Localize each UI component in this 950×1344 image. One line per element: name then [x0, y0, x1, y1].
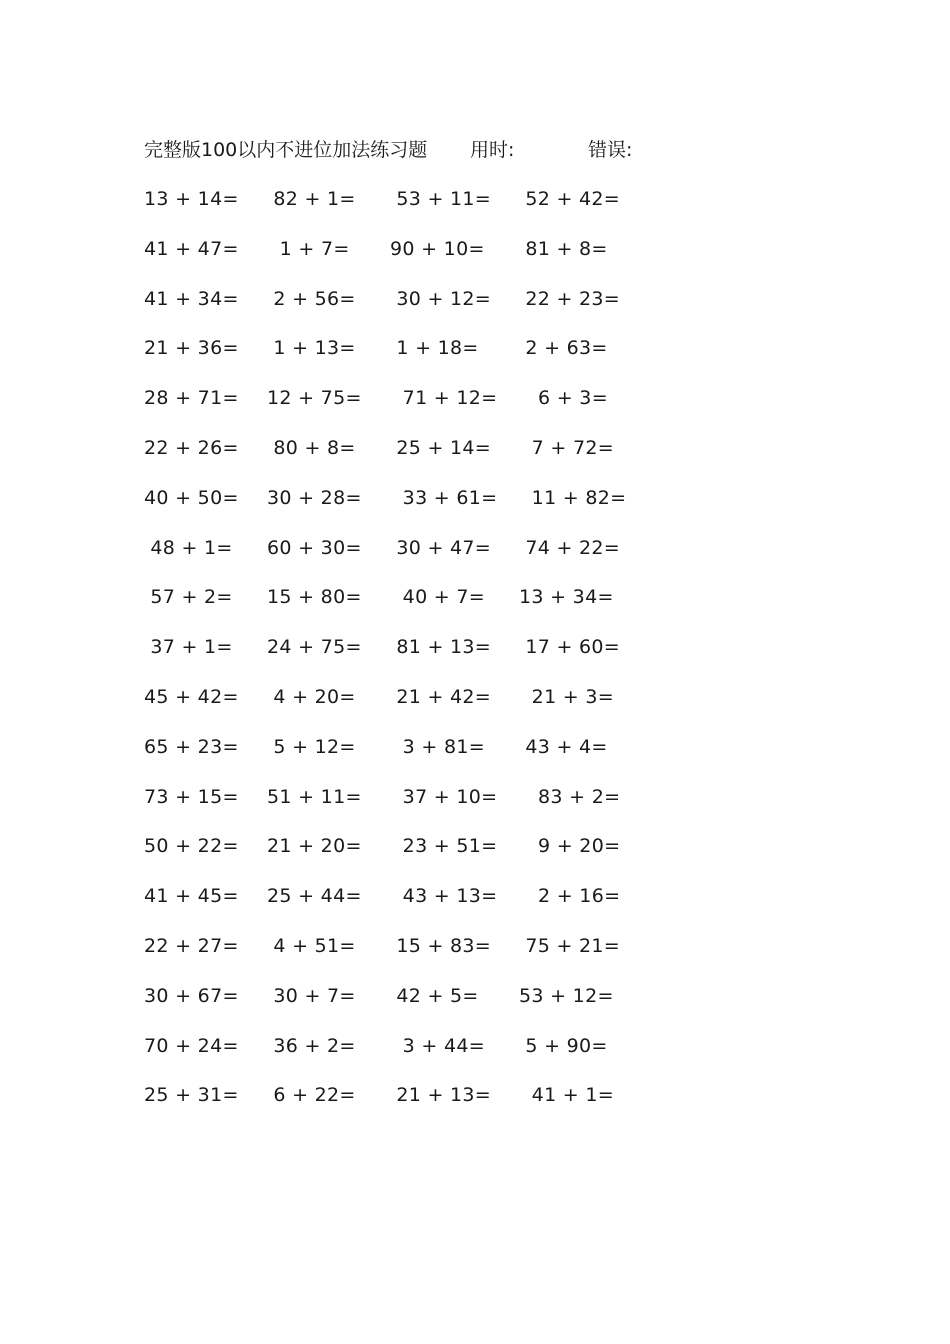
- addition-problem: 28 + 71=: [144, 387, 239, 410]
- addition-problem: 11 + 82=: [519, 486, 627, 509]
- addition-problem: 33 + 61=: [390, 486, 498, 509]
- addition-problem: 22 + 26=: [144, 436, 239, 459]
- addition-problem: 7 + 72=: [519, 436, 614, 459]
- addition-problem: 30 + 47=: [390, 536, 492, 559]
- addition-problem: 12 + 75=: [267, 387, 362, 410]
- addition-problem: 30 + 12=: [390, 287, 492, 310]
- addition-problem: 22 + 23=: [519, 287, 621, 310]
- addition-problem: 48 + 1=: [144, 536, 233, 559]
- addition-problem: 3 + 44=: [390, 1034, 485, 1057]
- addition-problem: 65 + 23=: [144, 735, 239, 758]
- addition-problem: 13 + 34=: [519, 586, 614, 609]
- addition-problem: 6 + 3=: [519, 387, 608, 410]
- addition-problem: 15 + 83=: [390, 934, 492, 957]
- addition-problem: 60 + 30=: [267, 536, 362, 559]
- addition-problem: 43 + 4=: [519, 735, 608, 758]
- addition-problem: 6 + 22=: [267, 1084, 356, 1107]
- addition-problem: 15 + 80=: [267, 586, 362, 609]
- addition-problem: 1 + 18=: [390, 337, 479, 360]
- addition-problem: 73 + 15=: [144, 785, 239, 808]
- addition-problem: 90 + 10=: [390, 237, 485, 260]
- addition-problem: 30 + 28=: [267, 486, 362, 509]
- addition-problem: 83 + 2=: [519, 785, 621, 808]
- addition-problem: 71 + 12=: [390, 387, 498, 410]
- addition-problem: 1 + 7=: [267, 237, 350, 260]
- addition-problem: 23 + 51=: [390, 835, 498, 858]
- addition-problem: 37 + 1=: [144, 636, 233, 659]
- addition-problem: 41 + 47=: [144, 237, 239, 260]
- addition-problem: 2 + 16=: [519, 885, 621, 908]
- addition-problem: 2 + 63=: [519, 337, 608, 360]
- addition-problem: 22 + 27=: [144, 934, 239, 957]
- addition-problem: 5 + 12=: [267, 735, 356, 758]
- addition-problem: 21 + 20=: [267, 835, 362, 858]
- addition-problem: 53 + 12=: [519, 984, 614, 1007]
- addition-problem: 75 + 21=: [519, 934, 621, 957]
- addition-problem: 41 + 34=: [144, 287, 239, 310]
- addition-problem: 42 + 5=: [390, 984, 479, 1007]
- addition-problem: 21 + 13=: [390, 1084, 492, 1107]
- addition-problem: 2 + 56=: [267, 287, 356, 310]
- addition-problem: 40 + 7=: [390, 586, 485, 609]
- addition-problem: 5 + 90=: [519, 1034, 608, 1057]
- addition-problem: 25 + 14=: [390, 436, 492, 459]
- addition-problem: 25 + 44=: [267, 885, 362, 908]
- addition-problem: 53 + 11=: [390, 188, 492, 210]
- addition-problem: 13 + 14=: [144, 188, 239, 210]
- addition-problem: 41 + 1=: [519, 1084, 614, 1107]
- worksheet-title: 完整版100以内不进位加法练习题: [144, 139, 428, 161]
- addition-problem: 74 + 22=: [519, 536, 621, 559]
- errors-label: 错误:: [588, 139, 633, 161]
- addition-problem: 41 + 45=: [144, 885, 239, 908]
- addition-problem: 4 + 51=: [267, 934, 356, 957]
- addition-problem: 1 + 13=: [267, 337, 356, 360]
- addition-problem: 25 + 31=: [144, 1084, 239, 1107]
- addition-problem: 43 + 13=: [390, 885, 498, 908]
- addition-problem: 45 + 42=: [144, 685, 239, 708]
- addition-problem: 30 + 67=: [144, 984, 239, 1007]
- addition-problem: 50 + 22=: [144, 835, 239, 858]
- addition-problem: 17 + 60=: [519, 636, 621, 659]
- addition-problem: 80 + 8=: [267, 436, 356, 459]
- addition-problem: 9 + 20=: [519, 835, 621, 858]
- addition-problem: 81 + 13=: [390, 636, 492, 659]
- addition-problem: 82 + 1=: [267, 188, 356, 210]
- addition-problem: 21 + 3=: [519, 685, 614, 708]
- addition-problem: 52 + 42=: [519, 188, 621, 210]
- addition-problem: 4 + 20=: [267, 685, 356, 708]
- addition-problem: 36 + 2=: [267, 1034, 356, 1057]
- addition-problem: 81 + 8=: [519, 237, 608, 260]
- addition-problem: 24 + 75=: [267, 636, 362, 659]
- addition-problem: 51 + 11=: [267, 785, 362, 808]
- addition-problem: 30 + 7=: [267, 984, 356, 1007]
- addition-problem: 21 + 42=: [390, 685, 492, 708]
- addition-problem: 3 + 81=: [390, 735, 485, 758]
- addition-problem: 21 + 36=: [144, 337, 239, 360]
- addition-problem: 57 + 2=: [144, 586, 233, 609]
- time-used-label: 用时:: [470, 139, 515, 161]
- addition-problem: 40 + 50=: [144, 486, 239, 509]
- addition-problem: 37 + 10=: [390, 785, 498, 808]
- addition-problem: 70 + 24=: [144, 1034, 239, 1057]
